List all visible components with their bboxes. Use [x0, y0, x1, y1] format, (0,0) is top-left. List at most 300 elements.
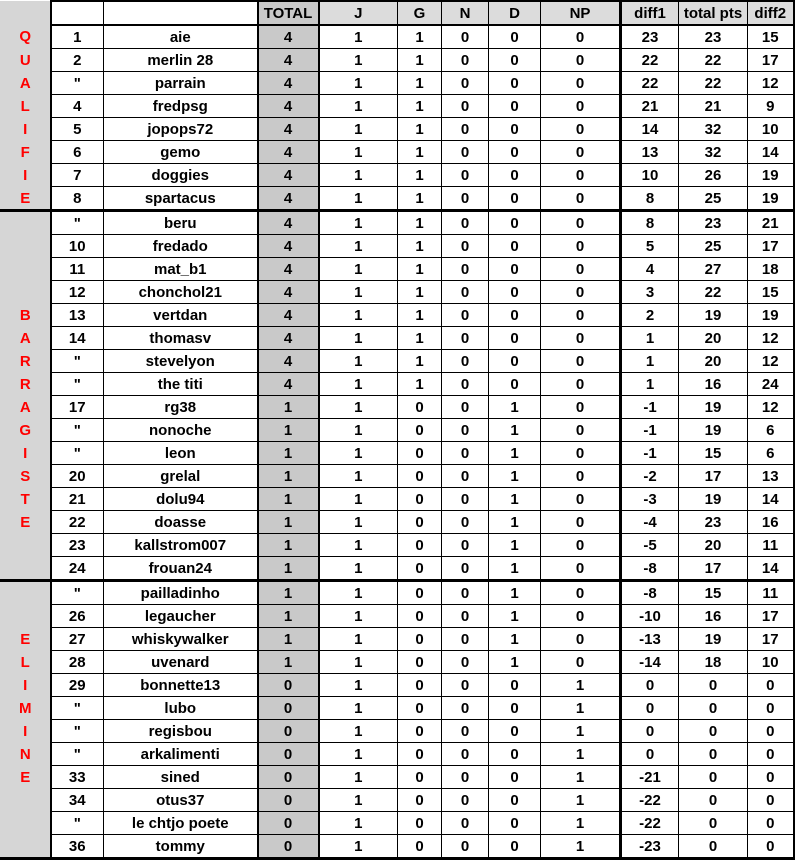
player-name-cell: legaucher	[104, 605, 258, 628]
total-pts-cell: 0	[679, 835, 748, 859]
col-header-rank	[51, 1, 104, 25]
total-pts-cell: 26	[679, 164, 748, 187]
d-cell: 0	[489, 187, 541, 211]
j-cell: 1	[319, 164, 398, 187]
np-cell: 0	[541, 442, 621, 465]
diff1-cell: -2	[621, 465, 679, 488]
table-row	[1, 141, 794, 164]
total-pts-cell: 25	[679, 187, 748, 211]
np-cell: 1	[541, 720, 621, 743]
total-cell: 4	[258, 141, 319, 164]
table-row	[1, 49, 794, 72]
np-cell: 1	[541, 674, 621, 697]
diff2-cell: 13	[748, 465, 794, 488]
table-row	[1, 396, 794, 419]
n-cell: 0	[442, 118, 489, 141]
g-cell: 0	[398, 812, 442, 835]
n-cell: 0	[442, 557, 489, 581]
rank-cell: 26	[51, 605, 104, 628]
rank-cell: 17	[51, 396, 104, 419]
table-row	[1, 373, 794, 396]
player-name-cell: vertdan	[104, 304, 258, 327]
diff2-cell: 17	[748, 49, 794, 72]
d-cell: 0	[489, 373, 541, 396]
diff1-cell: 0	[621, 720, 679, 743]
total-cell: 0	[258, 835, 319, 859]
j-cell: 1	[319, 95, 398, 118]
g-cell: 0	[398, 789, 442, 812]
n-cell: 0	[442, 419, 489, 442]
table-row	[1, 835, 794, 859]
d-cell: 0	[489, 211, 541, 235]
player-name-cell: jopops72	[104, 118, 258, 141]
diff1-cell: 14	[621, 118, 679, 141]
n-cell: 0	[442, 25, 489, 49]
section-letter: L	[1, 95, 51, 118]
diff1-cell: 0	[621, 743, 679, 766]
section-letter: R	[1, 350, 51, 373]
total-cell: 1	[258, 557, 319, 581]
player-name-cell: le chtjo poete	[104, 812, 258, 835]
n-cell: 0	[442, 72, 489, 95]
total-pts-cell: 19	[679, 419, 748, 442]
np-cell: 0	[541, 581, 621, 605]
rank-cell: "	[51, 697, 104, 720]
diff2-cell: 0	[748, 697, 794, 720]
n-cell: 0	[442, 187, 489, 211]
player-name-cell: stevelyon	[104, 350, 258, 373]
g-cell: 1	[398, 72, 442, 95]
j-cell: 1	[319, 258, 398, 281]
table-row	[1, 235, 794, 258]
section-letter	[1, 605, 51, 628]
total-pts-cell: 23	[679, 511, 748, 534]
n-cell: 0	[442, 304, 489, 327]
player-name-cell: kallstrom007	[104, 534, 258, 557]
n-cell: 0	[442, 674, 489, 697]
total-pts-cell: 0	[679, 766, 748, 789]
d-cell: 0	[489, 674, 541, 697]
diff2-cell: 14	[748, 488, 794, 511]
d-cell: 0	[489, 235, 541, 258]
diff1-cell: -22	[621, 812, 679, 835]
diff1-cell: -13	[621, 628, 679, 651]
total-cell: 1	[258, 651, 319, 674]
j-cell: 1	[319, 766, 398, 789]
table-row	[1, 95, 794, 118]
total-cell: 4	[258, 118, 319, 141]
diff1-cell: -1	[621, 419, 679, 442]
header-row	[1, 1, 794, 25]
diff2-cell: 11	[748, 534, 794, 557]
diff1-cell: -5	[621, 534, 679, 557]
total-pts-cell: 16	[679, 373, 748, 396]
rank-cell: 21	[51, 488, 104, 511]
rank-cell: 28	[51, 651, 104, 674]
d-cell: 0	[489, 766, 541, 789]
n-cell: 0	[442, 49, 489, 72]
total-cell: 4	[258, 164, 319, 187]
table-row	[1, 766, 794, 789]
total-cell: 0	[258, 789, 319, 812]
col-header-np: NP	[541, 1, 621, 25]
j-cell: 1	[319, 697, 398, 720]
section-letter: S	[1, 465, 51, 488]
total-cell: 4	[258, 72, 319, 95]
section-letter	[1, 258, 51, 281]
col-header-d: D	[489, 1, 541, 25]
diff1-cell: -1	[621, 396, 679, 419]
total-cell: 1	[258, 396, 319, 419]
d-cell: 0	[489, 327, 541, 350]
diff1-cell: 23	[621, 25, 679, 49]
player-name-cell: bonnette13	[104, 674, 258, 697]
g-cell: 0	[398, 674, 442, 697]
total-pts-cell: 20	[679, 534, 748, 557]
diff2-cell: 12	[748, 396, 794, 419]
section-letter: G	[1, 419, 51, 442]
g-cell: 0	[398, 651, 442, 674]
diff2-cell: 10	[748, 651, 794, 674]
n-cell: 0	[442, 534, 489, 557]
j-cell: 1	[319, 419, 398, 442]
np-cell: 0	[541, 534, 621, 557]
player-name-cell: regisbou	[104, 720, 258, 743]
player-name-cell: the titi	[104, 373, 258, 396]
rank-cell: 2	[51, 49, 104, 72]
np-cell: 0	[541, 72, 621, 95]
g-cell: 0	[398, 743, 442, 766]
diff2-cell: 16	[748, 511, 794, 534]
np-cell: 0	[541, 557, 621, 581]
np-cell: 0	[541, 651, 621, 674]
d-cell: 0	[489, 25, 541, 49]
total-pts-cell: 25	[679, 235, 748, 258]
g-cell: 0	[398, 628, 442, 651]
section-letter	[1, 557, 51, 581]
np-cell: 0	[541, 25, 621, 49]
np-cell: 0	[541, 141, 621, 164]
player-name-cell: parrain	[104, 72, 258, 95]
diff2-cell: 0	[748, 835, 794, 859]
g-cell: 0	[398, 605, 442, 628]
np-cell: 0	[541, 465, 621, 488]
d-cell: 0	[489, 835, 541, 859]
total-cell: 4	[258, 258, 319, 281]
section-letter	[1, 581, 51, 605]
table-row	[1, 720, 794, 743]
np-cell: 0	[541, 95, 621, 118]
total-pts-cell: 23	[679, 211, 748, 235]
rank-cell: "	[51, 350, 104, 373]
section-letter: E	[1, 511, 51, 534]
g-cell: 1	[398, 164, 442, 187]
table-row	[1, 534, 794, 557]
diff2-cell: 10	[748, 118, 794, 141]
diff2-cell: 24	[748, 373, 794, 396]
total-cell: 0	[258, 697, 319, 720]
rank-cell: 4	[51, 95, 104, 118]
total-pts-cell: 20	[679, 350, 748, 373]
total-pts-cell: 22	[679, 49, 748, 72]
total-pts-cell: 0	[679, 697, 748, 720]
player-name-cell: aie	[104, 25, 258, 49]
total-cell: 4	[258, 49, 319, 72]
np-cell: 0	[541, 49, 621, 72]
rank-cell: "	[51, 442, 104, 465]
total-cell: 1	[258, 534, 319, 557]
col-header-name	[104, 1, 258, 25]
total-cell: 1	[258, 442, 319, 465]
table-row	[1, 419, 794, 442]
np-cell: 1	[541, 697, 621, 720]
np-cell: 0	[541, 281, 621, 304]
diff2-cell: 0	[748, 789, 794, 812]
player-name-cell: tommy	[104, 835, 258, 859]
j-cell: 1	[319, 442, 398, 465]
d-cell: 0	[489, 72, 541, 95]
total-pts-cell: 0	[679, 812, 748, 835]
np-cell: 0	[541, 373, 621, 396]
diff2-cell: 19	[748, 164, 794, 187]
total-cell: 0	[258, 743, 319, 766]
player-name-cell: leon	[104, 442, 258, 465]
j-cell: 1	[319, 835, 398, 859]
j-cell: 1	[319, 49, 398, 72]
d-cell: 0	[489, 743, 541, 766]
n-cell: 0	[442, 350, 489, 373]
total-cell: 0	[258, 674, 319, 697]
player-name-cell: chonchol21	[104, 281, 258, 304]
d-cell: 0	[489, 350, 541, 373]
j-cell: 1	[319, 743, 398, 766]
table-row	[1, 25, 794, 49]
j-cell: 1	[319, 281, 398, 304]
d-cell: 1	[489, 534, 541, 557]
total-cell: 4	[258, 281, 319, 304]
diff2-cell: 0	[748, 766, 794, 789]
diff1-cell: -8	[621, 581, 679, 605]
total-pts-cell: 18	[679, 651, 748, 674]
n-cell: 0	[442, 605, 489, 628]
g-cell: 0	[398, 396, 442, 419]
diff2-cell: 17	[748, 628, 794, 651]
rank-cell: "	[51, 373, 104, 396]
table-row	[1, 327, 794, 350]
d-cell: 0	[489, 95, 541, 118]
table-row	[1, 557, 794, 581]
g-cell: 0	[398, 534, 442, 557]
table-row	[1, 651, 794, 674]
j-cell: 1	[319, 557, 398, 581]
total-cell: 4	[258, 25, 319, 49]
section-letter	[1, 281, 51, 304]
j-cell: 1	[319, 304, 398, 327]
diff2-cell: 6	[748, 419, 794, 442]
rank-cell: 11	[51, 258, 104, 281]
g-cell: 1	[398, 49, 442, 72]
g-cell: 0	[398, 697, 442, 720]
total-pts-cell: 23	[679, 25, 748, 49]
diff1-cell: 8	[621, 187, 679, 211]
table-row	[1, 488, 794, 511]
total-pts-cell: 32	[679, 141, 748, 164]
g-cell: 1	[398, 373, 442, 396]
n-cell: 0	[442, 258, 489, 281]
g-cell: 0	[398, 465, 442, 488]
rank-cell: 5	[51, 118, 104, 141]
diff2-cell: 12	[748, 327, 794, 350]
rank-cell: "	[51, 581, 104, 605]
diff1-cell: -8	[621, 557, 679, 581]
total-pts-cell: 32	[679, 118, 748, 141]
section-letter: I	[1, 118, 51, 141]
np-cell: 0	[541, 419, 621, 442]
g-cell: 0	[398, 442, 442, 465]
player-name-cell: doasse	[104, 511, 258, 534]
player-name-cell: lubo	[104, 697, 258, 720]
j-cell: 1	[319, 581, 398, 605]
j-cell: 1	[319, 812, 398, 835]
section-letter: L	[1, 651, 51, 674]
d-cell: 0	[489, 304, 541, 327]
d-cell: 1	[489, 651, 541, 674]
table-row	[1, 511, 794, 534]
diff1-cell: -4	[621, 511, 679, 534]
np-cell: 1	[541, 835, 621, 859]
j-cell: 1	[319, 396, 398, 419]
table-row	[1, 281, 794, 304]
section-letter: R	[1, 373, 51, 396]
n-cell: 0	[442, 789, 489, 812]
player-name-cell: nonoche	[104, 419, 258, 442]
diff2-cell: 15	[748, 281, 794, 304]
table-row	[1, 743, 794, 766]
total-pts-cell: 0	[679, 789, 748, 812]
player-name-cell: arkalimenti	[104, 743, 258, 766]
j-cell: 1	[319, 141, 398, 164]
np-cell: 0	[541, 164, 621, 187]
diff1-cell: 22	[621, 49, 679, 72]
g-cell: 1	[398, 141, 442, 164]
rank-cell: 7	[51, 164, 104, 187]
g-cell: 1	[398, 211, 442, 235]
total-pts-cell: 15	[679, 442, 748, 465]
player-name-cell: fredado	[104, 235, 258, 258]
np-cell: 0	[541, 187, 621, 211]
col-header-total-pts: total pts	[679, 1, 748, 25]
table-row	[1, 789, 794, 812]
j-cell: 1	[319, 511, 398, 534]
g-cell: 0	[398, 581, 442, 605]
section-letter	[1, 235, 51, 258]
np-cell: 1	[541, 812, 621, 835]
section-letter: A	[1, 396, 51, 419]
table-row	[1, 164, 794, 187]
table-row	[1, 118, 794, 141]
np-cell: 0	[541, 628, 621, 651]
total-cell: 1	[258, 419, 319, 442]
section-letter: B	[1, 304, 51, 327]
rank-cell: 22	[51, 511, 104, 534]
j-cell: 1	[319, 373, 398, 396]
diff1-cell: -23	[621, 835, 679, 859]
col-header-diff1: diff1	[621, 1, 679, 25]
diff1-cell: 21	[621, 95, 679, 118]
rank-cell: 20	[51, 465, 104, 488]
total-cell: 4	[258, 187, 319, 211]
n-cell: 0	[442, 697, 489, 720]
d-cell: 0	[489, 141, 541, 164]
table-row	[1, 605, 794, 628]
player-name-cell: beru	[104, 211, 258, 235]
rank-cell: 13	[51, 304, 104, 327]
rank-cell: "	[51, 812, 104, 835]
section-letter: A	[1, 327, 51, 350]
np-cell: 0	[541, 118, 621, 141]
diff1-cell: 1	[621, 327, 679, 350]
total-cell: 4	[258, 211, 319, 235]
n-cell: 0	[442, 327, 489, 350]
total-cell: 4	[258, 350, 319, 373]
d-cell: 1	[489, 419, 541, 442]
diff1-cell: 3	[621, 281, 679, 304]
total-pts-cell: 27	[679, 258, 748, 281]
diff1-cell: -10	[621, 605, 679, 628]
diff2-cell: 12	[748, 72, 794, 95]
g-cell: 0	[398, 835, 442, 859]
d-cell: 1	[489, 605, 541, 628]
diff1-cell: 2	[621, 304, 679, 327]
total-pts-cell: 0	[679, 743, 748, 766]
d-cell: 1	[489, 628, 541, 651]
rank-cell: 10	[51, 235, 104, 258]
section-letter	[1, 211, 51, 235]
n-cell: 0	[442, 743, 489, 766]
rank-cell: 36	[51, 835, 104, 859]
np-cell: 0	[541, 211, 621, 235]
player-name-cell: spartacus	[104, 187, 258, 211]
section-letter: M	[1, 697, 51, 720]
np-cell: 0	[541, 327, 621, 350]
n-cell: 0	[442, 488, 489, 511]
np-cell: 0	[541, 304, 621, 327]
j-cell: 1	[319, 465, 398, 488]
table-row	[1, 304, 794, 327]
table-row	[1, 442, 794, 465]
diff2-cell: 17	[748, 605, 794, 628]
j-cell: 1	[319, 327, 398, 350]
d-cell: 0	[489, 697, 541, 720]
total-pts-cell: 19	[679, 304, 748, 327]
g-cell: 1	[398, 235, 442, 258]
diff2-cell: 0	[748, 674, 794, 697]
diff2-cell: 12	[748, 350, 794, 373]
d-cell: 1	[489, 581, 541, 605]
diff2-cell: 19	[748, 304, 794, 327]
j-cell: 1	[319, 72, 398, 95]
table-body	[1, 25, 794, 859]
section-letter: E	[1, 766, 51, 789]
d-cell: 0	[489, 49, 541, 72]
np-cell: 0	[541, 350, 621, 373]
section-letter: E	[1, 628, 51, 651]
j-cell: 1	[319, 651, 398, 674]
section-letter: U	[1, 49, 51, 72]
j-cell: 1	[319, 118, 398, 141]
diff2-cell: 0	[748, 743, 794, 766]
player-name-cell: uvenard	[104, 651, 258, 674]
